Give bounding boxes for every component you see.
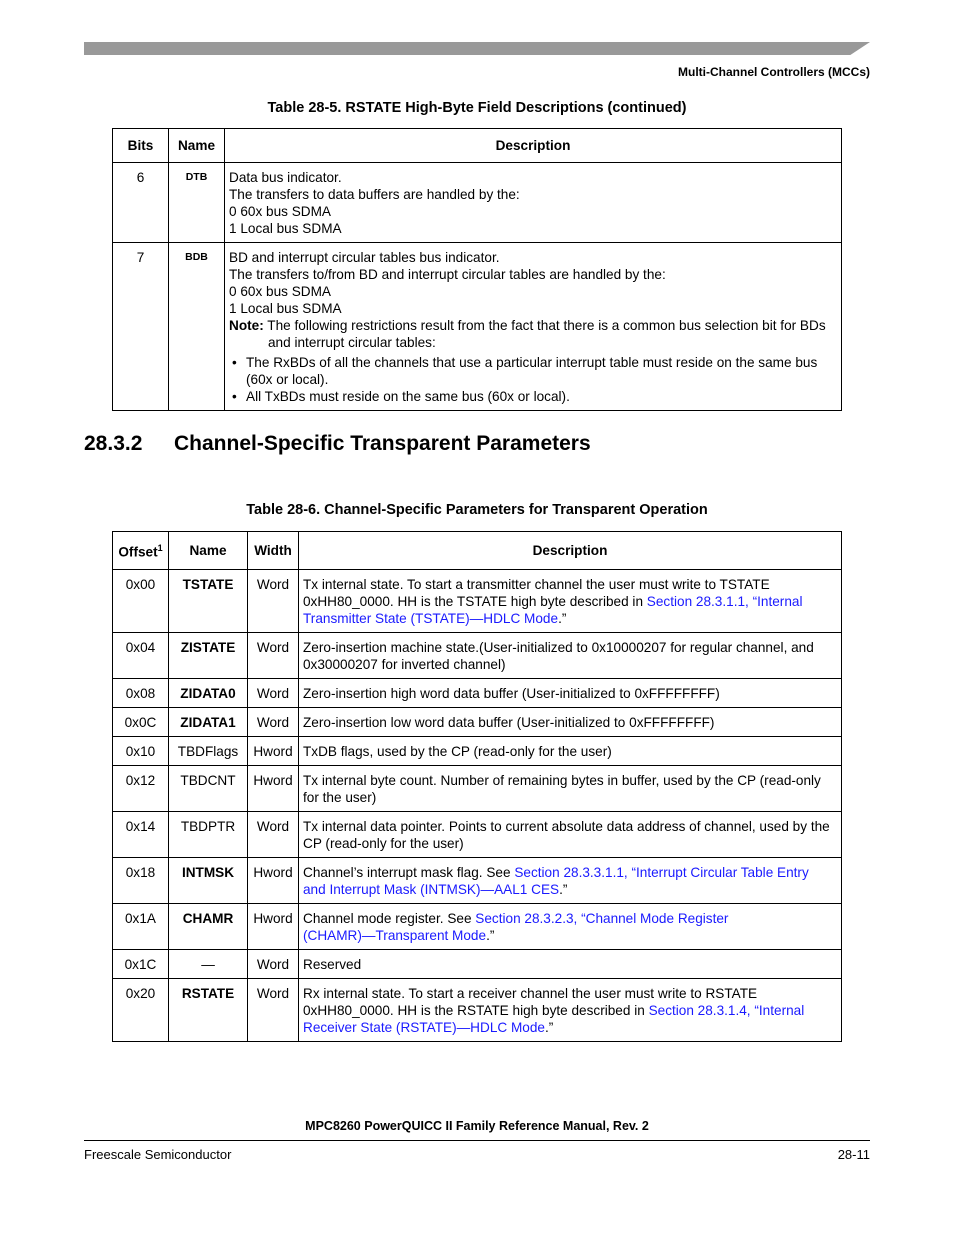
- description-cell: [299, 632, 842, 678]
- description-cell: [299, 678, 842, 707]
- cross-reference-link[interactable]: Section 28.3.3.1.1, “Interrupt Circular Table Entry: [514, 864, 809, 880]
- description-text: Zero-insertion low word data buffer (User-initialized to 0xFFFFFFFF): [303, 714, 715, 730]
- description-text: Tx internal data pointer. Points to current absolute data address of channel, used by the: [303, 818, 830, 834]
- bullet-icon: •: [232, 355, 237, 370]
- offset-cell: 0x20: [113, 978, 169, 1041]
- description-text: CP (read-only for the user): [303, 835, 464, 851]
- running-header: Multi-Channel Controllers (MCCs): [678, 65, 870, 79]
- description-line: [229, 169, 837, 186]
- description-line: [303, 881, 837, 898]
- description-line: [303, 656, 837, 673]
- description-line: [229, 354, 837, 371]
- cross-reference-link[interactable]: Receiver State (RSTATE)—HDLC Mode: [303, 1019, 545, 1035]
- table-row: [113, 765, 842, 811]
- description-line: [303, 1019, 837, 1036]
- description-text: Tx internal byte count. Number of remaining bytes in buffer, used by the CP (read-only: [303, 772, 821, 788]
- description-text: (60x or local).: [246, 372, 329, 387]
- col-header-name: Name: [169, 532, 248, 570]
- description-text: 0 60x bus SDMA: [229, 204, 331, 219]
- description-cell: [299, 569, 842, 632]
- description-line: [303, 818, 837, 835]
- manual-title: MPC8260 PowerQUICC II Family Reference Manual, Rev. 2: [305, 1119, 649, 1133]
- offset-cell: 0x00: [113, 569, 169, 632]
- width-cell: Word: [248, 707, 299, 736]
- cross-reference-link[interactable]: Transmitter State (TSTATE)—HDLC Mode: [303, 610, 559, 626]
- table-row: [113, 903, 842, 949]
- description-text: Zero-insertion machine state.(User-initialized to 0x10000207 for regular channel, and: [303, 639, 814, 655]
- description-cell: [299, 811, 842, 857]
- width-cell: Hword: [248, 765, 299, 811]
- col-header-description: Description: [299, 532, 842, 570]
- table-row: [113, 736, 842, 765]
- description-line: [303, 927, 837, 944]
- name-cell: ZIDATA0: [169, 678, 248, 707]
- table-row: [113, 811, 842, 857]
- description-cell: [299, 949, 842, 978]
- description-cell: [299, 765, 842, 811]
- description-line: [303, 864, 837, 881]
- description-line: [303, 593, 837, 610]
- width-cell: Hword: [248, 857, 299, 903]
- description-line: [229, 388, 837, 405]
- cross-reference-link[interactable]: Section 28.3.1.4, “Internal: [648, 1002, 805, 1018]
- description-text: Rx internal state. To start a receiver channel the user must write to RSTATE: [303, 985, 758, 1001]
- cross-reference-link[interactable]: and Interrupt Mask (INTMSK)—AAL1 CES: [303, 881, 560, 897]
- name-cell: INTMSK: [169, 857, 248, 903]
- description-line: [229, 203, 837, 220]
- rstate-field-table: [112, 128, 842, 411]
- description-line: [229, 283, 837, 300]
- description-line: [229, 317, 837, 334]
- table-row: [113, 978, 842, 1041]
- col-header-name: Name: [169, 129, 225, 163]
- description-line: [229, 300, 837, 317]
- table-row: [113, 632, 842, 678]
- description-line: [229, 249, 837, 266]
- cross-reference-link[interactable]: Section 28.3.1.1, “Internal: [646, 593, 803, 609]
- offset-cell: 0x14: [113, 811, 169, 857]
- bullet-icon: •: [232, 389, 237, 404]
- header-bar: [84, 42, 870, 55]
- description-line: [303, 985, 837, 1002]
- description-line: [303, 610, 837, 627]
- col-header-bits: Bits: [113, 129, 169, 163]
- table-row: [113, 857, 842, 903]
- offset-cell: 0x18: [113, 857, 169, 903]
- offset-cell: 0x0C: [113, 707, 169, 736]
- name-cell: CHAMR: [169, 903, 248, 949]
- description-text: Channel’s interrupt mask flag. See: [303, 864, 515, 880]
- section-number: 28.3.2: [84, 432, 143, 455]
- name-cell: TSTATE: [169, 569, 248, 632]
- offset-cell: 0x1A: [113, 903, 169, 949]
- description-cell: [299, 978, 842, 1041]
- width-cell: Word: [248, 949, 299, 978]
- description-line: [303, 835, 837, 852]
- description-line: [229, 186, 837, 203]
- description-text: .”: [486, 927, 495, 943]
- description-cell: [225, 243, 842, 411]
- table-row: [113, 707, 842, 736]
- width-cell: Hword: [248, 736, 299, 765]
- description-line: [303, 576, 837, 593]
- name-cell: RSTATE: [169, 978, 248, 1041]
- description-line: [229, 266, 837, 283]
- offset-cell: 0x08: [113, 678, 169, 707]
- offset-cell: 0x1C: [113, 949, 169, 978]
- col-header-description: Description: [225, 129, 842, 163]
- description-text: .”: [544, 1019, 554, 1035]
- cross-reference-link[interactable]: (CHAMR)—Transparent Mode: [303, 927, 487, 943]
- name-cell: TBDFlags: [169, 736, 248, 765]
- name-cell: ZISTATE: [169, 632, 248, 678]
- name-cell: TBDCNT: [169, 765, 248, 811]
- table-row: [113, 243, 842, 411]
- description-line: [303, 743, 837, 760]
- description-line: [229, 371, 837, 388]
- description-line: [303, 956, 837, 973]
- description-text: Reserved: [303, 956, 362, 972]
- description-line: [303, 910, 837, 927]
- description-text: 0 60x bus SDMA: [229, 284, 331, 299]
- section-heading: [84, 432, 591, 456]
- description-text: .”: [559, 881, 568, 897]
- width-cell: Word: [248, 978, 299, 1041]
- offset-cell: 0x12: [113, 765, 169, 811]
- description-cell: [299, 903, 842, 949]
- cross-reference-link[interactable]: Section 28.3.2.3, “Channel Mode Register: [475, 910, 729, 926]
- description-text: Tx internal state. To start a transmitter channel the user must write to TSTATE: [303, 576, 770, 592]
- description-text: Zero-insertion high word data buffer (User-initialized to 0xFFFFFFFF): [303, 685, 720, 701]
- table-row: [113, 678, 842, 707]
- description-line: [229, 334, 837, 351]
- description-line: [303, 789, 837, 806]
- description-line: [303, 772, 837, 789]
- name-cell: ZIDATA1: [169, 707, 248, 736]
- description-line: [303, 1002, 837, 1019]
- section-title: Channel-Specific Transparent Parameters: [174, 432, 591, 455]
- description-text: 0x30000207 for inverted channel): [303, 656, 506, 672]
- col-header-width: Width: [248, 532, 299, 570]
- table-row: [113, 163, 842, 243]
- table-row: [113, 949, 842, 978]
- description-line: [303, 639, 837, 656]
- page-number: 28-11: [837, 1147, 870, 1162]
- width-cell: Word: [248, 811, 299, 857]
- transparent-params-table: [112, 531, 842, 1042]
- table2-caption: Table 28-6. Channel-Specific Parameters for Transparent Operation: [246, 502, 708, 518]
- col-header-offset: [113, 532, 169, 570]
- width-cell: Word: [248, 678, 299, 707]
- description-cell: [299, 736, 842, 765]
- description-text: The transfers to data buffers are handled by the:: [229, 187, 520, 202]
- description-text: The transfers to/from BD and interrupt circular tables are handled by the:: [229, 267, 666, 282]
- bits-cell: 7: [113, 243, 169, 411]
- width-cell: Hword: [248, 903, 299, 949]
- description-text: The RxBDs of all the channels that use a particular interrupt table must reside on the same bus: [246, 355, 818, 370]
- description-text: The following restrictions result from the fact that there is a common bus selection bit for BDs: [263, 318, 826, 333]
- description-text: TxDB flags, used by the CP (read-only for the user): [303, 743, 612, 759]
- description-text: All TxBDs must reside on the same bus (60x or local).: [246, 389, 570, 404]
- name-cell: DTB: [169, 163, 225, 243]
- offset-cell: 0x10: [113, 736, 169, 765]
- footer-rule: [84, 1140, 870, 1141]
- offset-label: Offset: [118, 544, 158, 560]
- footnote-ref[interactable]: 1: [157, 543, 163, 553]
- width-cell: Word: [248, 632, 299, 678]
- note-label: Note:: [229, 318, 264, 333]
- description-cell: [299, 707, 842, 736]
- description-cell: [225, 163, 842, 243]
- name-cell: —: [169, 949, 248, 978]
- description-line: [303, 714, 837, 731]
- width-cell: Word: [248, 569, 299, 632]
- description-text: 0xHH80_0000. HH is the TSTATE high byte described in: [303, 593, 647, 609]
- description-text: Data bus indicator.: [229, 170, 342, 185]
- description-text: Channel mode register. See: [303, 910, 476, 926]
- description-line: [229, 220, 837, 237]
- name-cell: BDB: [169, 243, 225, 411]
- company-name: Freescale Semiconductor: [84, 1147, 232, 1162]
- offset-cell: 0x04: [113, 632, 169, 678]
- table-row: [113, 569, 842, 632]
- description-text: BD and interrupt circular tables bus indicator.: [229, 250, 500, 265]
- description-line: [303, 685, 837, 702]
- table1-caption: Table 28-5. RSTATE High-Byte Field Descriptions (continued): [267, 100, 687, 116]
- name-cell: TBDPTR: [169, 811, 248, 857]
- description-text: 0xHH80_0000. HH is the RSTATE high byte described in: [303, 1002, 649, 1018]
- description-text: 1 Local bus SDMA: [229, 221, 342, 236]
- description-text: .”: [558, 610, 567, 626]
- description-text: 1 Local bus SDMA: [229, 301, 342, 316]
- description-text: for the user): [303, 789, 377, 805]
- description-text: and interrupt circular tables:: [268, 335, 436, 350]
- bits-cell: 6: [113, 163, 169, 243]
- description-cell: [299, 857, 842, 903]
